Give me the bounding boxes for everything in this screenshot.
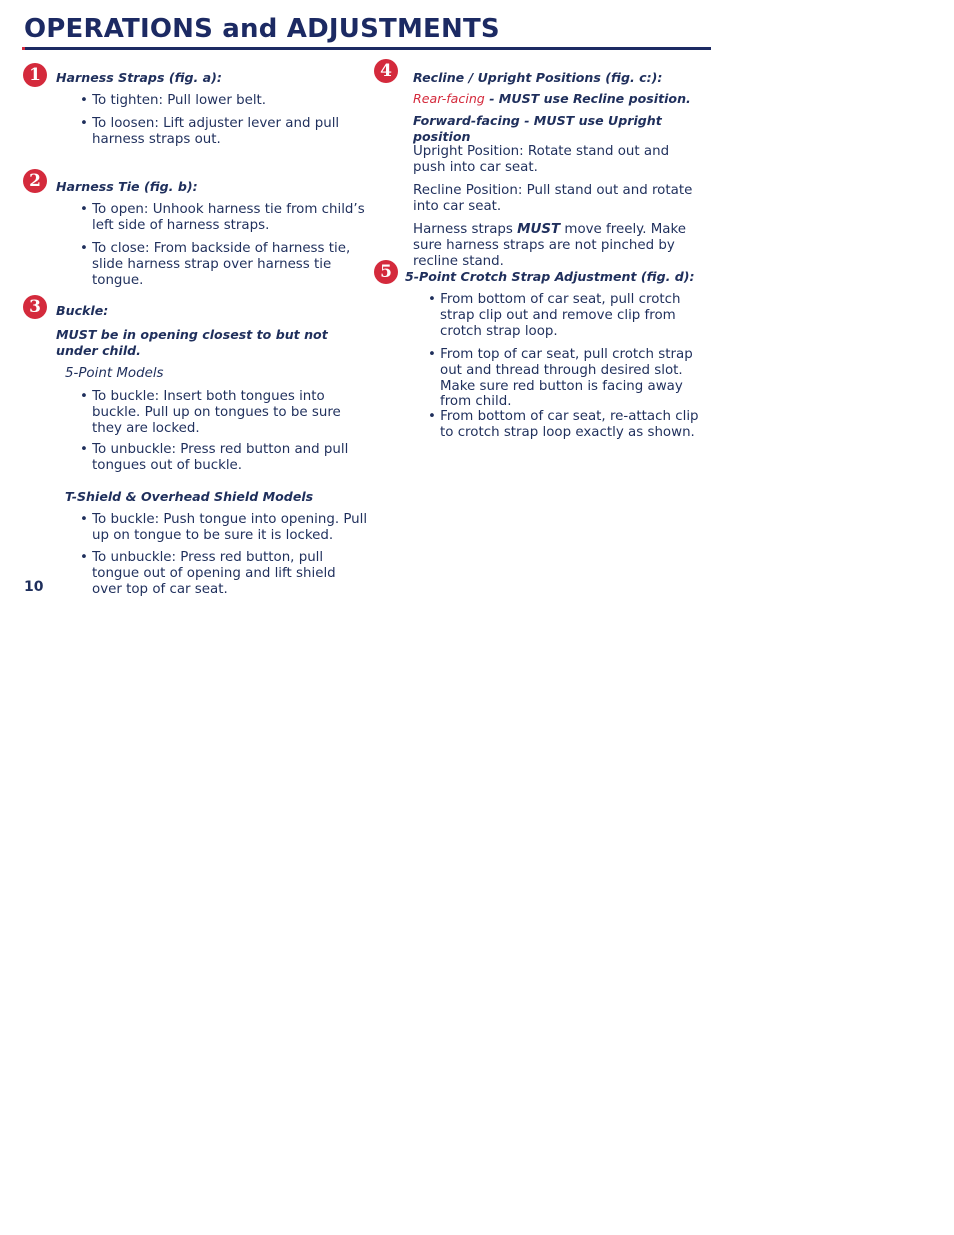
harness-free-text <box>413 222 713 269</box>
harness-tie-close: • To close: From backside of harness tie, slide harness strap over harness tie tongue. <box>80 241 351 288</box>
t-shield-buckle: • To buckle: Push tongue into opening. Pull up on tongue to be sure it is locked. <box>80 512 368 543</box>
recline-upright-heading: Recline / Upright Positions (fig. c:): <box>413 70 663 85</box>
crotch-strap-step-2: • From top of car seat, pull crotch strap out and thread through desired slot. Make sure red button is facing away from child. <box>428 347 693 410</box>
rear-facing-line <box>413 91 713 107</box>
buckle-note: MUST be in opening closest to but not under child. <box>56 327 328 358</box>
harness-straps-tighten: • To tighten: Pull lower belt. <box>80 93 267 108</box>
rear-facing-label: Rear-facing <box>413 91 485 106</box>
five-point-unbuckle: • To unbuckle: Press red button and pull tongues out of buckle. <box>80 442 349 473</box>
rear-facing-text: - MUST use Recline position. <box>484 91 691 106</box>
crotch-strap-step-1: • From bottom of car seat, pull crotch strap clip out and remove clip from crotch strap loop. <box>428 292 681 339</box>
step-2-badge: 2 <box>23 169 47 193</box>
upright-position-text: Upright Position: Rotate stand out and push into car seat. <box>413 144 670 175</box>
page-title: OPERATIONS and ADJUSTMENTS <box>24 14 500 44</box>
title-rule <box>22 47 711 50</box>
recline-position-text: Recline Position: Pull stand out and rotate into car seat. <box>413 183 693 214</box>
crotch-strap-heading: 5-Point Crotch Strap Adjustment (fig. d): <box>405 269 695 284</box>
harness-free-post: move freely. Make sure harness straps are not pinched by recline stand. <box>413 222 686 269</box>
forward-facing-line: Forward-facing - MUST use Upright position <box>413 113 662 144</box>
harness-free-must: MUST <box>517 222 561 237</box>
step-5-badge: 5 <box>374 260 398 284</box>
five-point-buckle: • To buckle: Insert both tongues into buckle. Pull up on tongues to be sure they are locked. <box>80 389 341 436</box>
crotch-strap-step-3: • From bottom of car seat, re-attach clip to crotch strap loop exactly as shown. <box>428 409 699 440</box>
t-shield-models-heading: T-Shield & Overhead Shield Models <box>65 489 314 504</box>
step-4-badge: 4 <box>374 59 398 83</box>
page-number: 10 <box>24 579 44 595</box>
step-1-badge: 1 <box>23 63 47 87</box>
t-shield-unbuckle: • To unbuckle: Press red button, pull tongue out of opening and lift shield over top of car seat. <box>80 550 336 597</box>
harness-free-pre: Harness straps <box>413 222 518 237</box>
title-rule-accent <box>22 47 25 50</box>
harness-tie-heading: Harness Tie (fig. b): <box>56 179 198 194</box>
harness-tie-open: • To open: Unhook harness tie from child’s left side of harness straps. <box>80 202 365 233</box>
harness-straps-heading: Harness Straps (fig. a): <box>56 70 222 85</box>
step-3-badge: 3 <box>23 295 47 319</box>
five-point-models-heading: 5-Point Models <box>65 366 164 381</box>
buckle-heading: Buckle: <box>56 303 109 318</box>
harness-straps-loosen: • To loosen: Lift adjuster lever and pull harness straps out. <box>80 116 340 147</box>
